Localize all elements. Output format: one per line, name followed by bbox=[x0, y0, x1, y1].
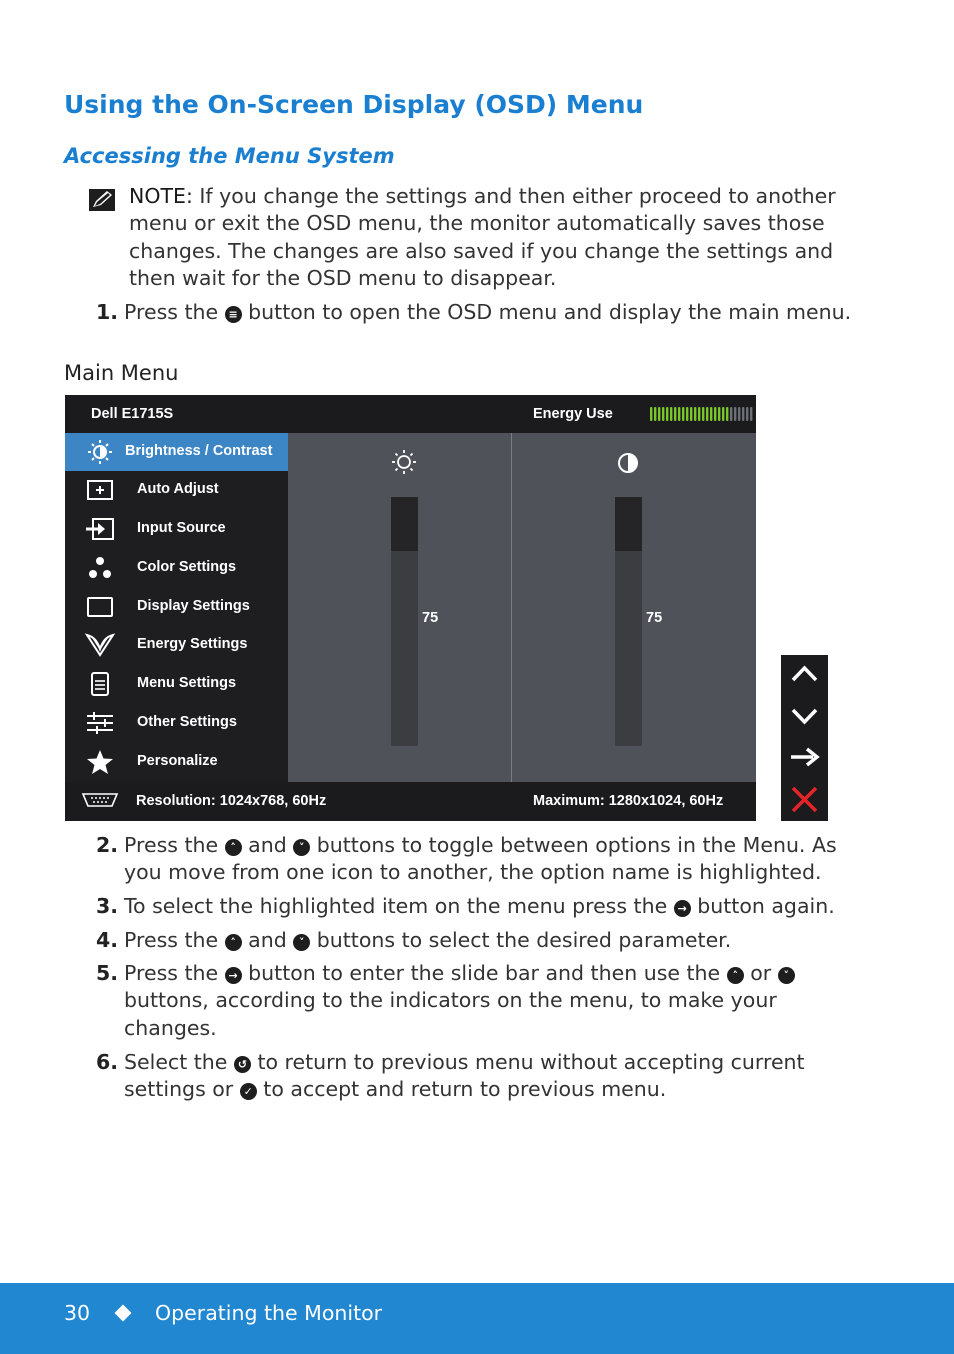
note-text: If you change the settings and then either proceed to another menu or exit the OSD menu, the monitor automatically saves those changes. The changes are also saved if you change the settings and then wait for the OSD menu to disappear. bbox=[129, 184, 836, 290]
brightness-value: 75 bbox=[422, 610, 439, 626]
osd-maximum-resolution: Maximum: 1280x1024, 60Hz bbox=[533, 793, 724, 809]
display-settings-icon bbox=[85, 595, 115, 619]
check-button-icon: ✓ bbox=[240, 1083, 257, 1100]
note-paragraph bbox=[129, 183, 859, 292]
step-text: Press the bbox=[124, 928, 225, 952]
osd-model-name: Dell E1715S bbox=[91, 406, 174, 422]
step-text: Press the bbox=[124, 833, 225, 857]
menu-item-display-settings[interactable] bbox=[65, 588, 288, 626]
menu-item-label: Color Settings bbox=[137, 559, 237, 575]
page-footer bbox=[0, 1283, 954, 1354]
osd-header bbox=[65, 395, 756, 433]
page-number: 30 bbox=[64, 1301, 91, 1325]
osd-main-menu bbox=[65, 395, 756, 821]
energy-meter-segment bbox=[750, 407, 752, 421]
chapter-title: Operating the Monitor bbox=[155, 1301, 383, 1325]
step-text: to accept and return to previous menu. bbox=[256, 1077, 667, 1102]
energy-meter-segment bbox=[658, 407, 660, 421]
step-text: or bbox=[743, 961, 778, 985]
menu-item-menu-settings[interactable] bbox=[65, 665, 288, 703]
step-2 bbox=[96, 832, 856, 887]
step-text: buttons, according to the indicators on the menu, to make your changes. bbox=[124, 988, 777, 1040]
step-number: 6. bbox=[96, 1050, 119, 1074]
other-settings-sliders-icon bbox=[85, 711, 115, 735]
step-number: 3. bbox=[96, 894, 119, 918]
energy-meter-segment bbox=[710, 407, 712, 421]
down-arrow-icon[interactable] bbox=[790, 705, 819, 727]
step-text: Press the bbox=[124, 300, 225, 324]
menu-item-label: Input Source bbox=[137, 520, 226, 536]
step-text: buttons to select the desired parameter. bbox=[310, 928, 732, 952]
brightness-slider-handle bbox=[391, 497, 418, 551]
energy-meter-segment bbox=[670, 407, 672, 421]
down-button-icon: ˅ bbox=[293, 934, 310, 951]
energy-meter-segment bbox=[654, 407, 656, 421]
step-6 bbox=[96, 1049, 856, 1104]
vga-connector-icon bbox=[81, 792, 119, 808]
figure-label: Main Menu bbox=[64, 361, 179, 385]
energy-meter-segment bbox=[694, 407, 696, 421]
down-button-icon: ˅ bbox=[778, 967, 795, 984]
up-button-icon: ˄ bbox=[225, 839, 242, 856]
right-button-icon: → bbox=[674, 900, 691, 917]
input-source-icon bbox=[85, 517, 115, 541]
menu-item-energy-settings[interactable] bbox=[65, 626, 288, 664]
energy-meter-segment bbox=[686, 407, 688, 421]
right-arrow-icon[interactable] bbox=[789, 746, 821, 768]
step-text: to return to previous menu without accepting current settings or bbox=[124, 1050, 805, 1102]
contrast-slider-handle bbox=[615, 497, 642, 551]
osd-footer bbox=[65, 782, 756, 821]
menu-item-input-source[interactable] bbox=[65, 510, 288, 548]
energy-meter-segment bbox=[702, 407, 704, 421]
brightness-icon bbox=[85, 440, 115, 464]
energy-meter-segment bbox=[678, 407, 680, 421]
note-pencil-icon bbox=[88, 188, 116, 212]
step-5 bbox=[96, 960, 856, 1042]
menu-item-auto-adjust[interactable] bbox=[65, 471, 288, 509]
menu-item-label: Display Settings bbox=[137, 598, 250, 614]
energy-meter-segment bbox=[650, 407, 652, 421]
up-button-icon: ˄ bbox=[225, 934, 242, 951]
down-button-icon: ˅ bbox=[293, 839, 310, 856]
step-number: 1. bbox=[96, 300, 119, 324]
energy-meter-segment bbox=[742, 407, 744, 421]
menu-item-brightness-contrast[interactable] bbox=[65, 433, 288, 471]
energy-meter-segment bbox=[726, 407, 728, 421]
up-arrow-icon[interactable] bbox=[790, 663, 819, 685]
energy-meter-segment bbox=[722, 407, 724, 421]
step-3 bbox=[96, 893, 856, 920]
brightness-slider[interactable] bbox=[391, 497, 418, 746]
energy-meter-segment bbox=[746, 407, 748, 421]
star-icon bbox=[85, 750, 115, 774]
step-text: buttons to toggle between options in the Menu. As you move from one icon to another, the option name is highlighted. bbox=[124, 833, 837, 885]
energy-meter-segment bbox=[690, 407, 692, 421]
contrast-value: 75 bbox=[646, 610, 663, 626]
step-1 bbox=[96, 299, 856, 326]
energy-meter-segment bbox=[734, 407, 736, 421]
energy-meter-segment bbox=[706, 407, 708, 421]
osd-energy-label: Energy Use bbox=[533, 406, 613, 422]
energy-meter-segment bbox=[674, 407, 676, 421]
menu-button-icon: ≡ bbox=[225, 306, 242, 323]
step-number: 5. bbox=[96, 961, 119, 985]
osd-resolution: Resolution: 1024x768, 60Hz bbox=[136, 793, 327, 809]
step-text: To select the highlighted item on the menu press the bbox=[124, 894, 674, 918]
energy-leaf-icon bbox=[85, 633, 115, 657]
diamond-separator-icon bbox=[115, 1305, 132, 1322]
energy-meter-segment bbox=[738, 407, 740, 421]
step-text: Select the bbox=[124, 1050, 234, 1074]
page-heading: Using the On-Screen Display (OSD) Menu bbox=[64, 90, 644, 119]
contrast-icon bbox=[617, 452, 639, 474]
menu-item-personalize[interactable] bbox=[65, 743, 288, 781]
up-button-icon: ˄ bbox=[727, 967, 744, 984]
energy-meter-segment bbox=[718, 407, 720, 421]
osd-menu-list bbox=[65, 433, 288, 782]
menu-settings-icon bbox=[85, 672, 115, 696]
menu-item-label: Brightness / Contrast bbox=[125, 443, 273, 459]
energy-meter-segment bbox=[730, 407, 732, 421]
step-text: button to enter the slide bar and then use the bbox=[241, 961, 727, 985]
menu-item-label: Other Settings bbox=[137, 714, 237, 730]
energy-meter-segment bbox=[662, 407, 664, 421]
note-label: NOTE: bbox=[129, 184, 193, 208]
right-button-icon: → bbox=[225, 967, 242, 984]
menu-item-label: Personalize bbox=[137, 753, 218, 769]
step-text: and bbox=[241, 928, 294, 952]
menu-item-label: Energy Settings bbox=[137, 636, 248, 652]
color-settings-icon bbox=[85, 556, 115, 580]
step-4 bbox=[96, 927, 856, 954]
step-number: 4. bbox=[96, 928, 119, 952]
osd-panel-divider bbox=[511, 433, 512, 782]
back-button-icon: ↺ bbox=[234, 1056, 251, 1073]
energy-meter-segment bbox=[714, 407, 716, 421]
step-text: button to open the OSD menu and display the main menu. bbox=[241, 300, 852, 324]
menu-item-color-settings[interactable] bbox=[65, 549, 288, 587]
step-text: Press the bbox=[124, 961, 225, 985]
brightness-sun-icon bbox=[391, 449, 417, 475]
energy-meter-segment bbox=[666, 407, 668, 421]
menu-item-label: Menu Settings bbox=[137, 675, 237, 691]
contrast-slider[interactable] bbox=[615, 497, 642, 746]
energy-meter bbox=[648, 406, 754, 422]
energy-meter-segment bbox=[698, 407, 700, 421]
section-subheading: Accessing the Menu System bbox=[64, 144, 395, 168]
menu-item-label: Auto Adjust bbox=[137, 481, 219, 497]
auto-adjust-icon bbox=[85, 478, 115, 502]
close-icon[interactable] bbox=[790, 785, 819, 814]
energy-meter-segment bbox=[682, 407, 684, 421]
step-text: button again. bbox=[690, 894, 835, 918]
menu-item-other-settings[interactable] bbox=[65, 704, 288, 742]
osd-nav-buttons bbox=[781, 655, 828, 821]
step-text: and bbox=[241, 833, 294, 857]
step-number: 2. bbox=[96, 833, 119, 857]
